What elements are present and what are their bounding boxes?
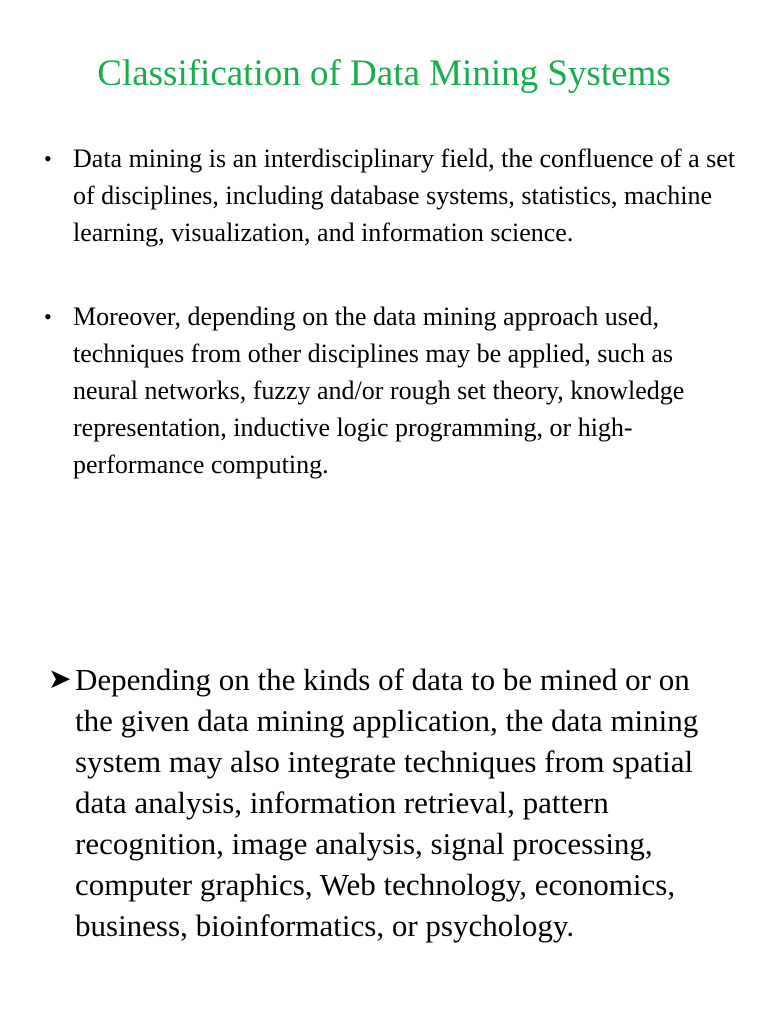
bullet-dot-icon: • bbox=[44, 304, 52, 329]
arrow-point-text: Depending on the kinds of data to be mined or on the given data mining application, the data mining system may also integrate techniques from spatial data analysis, information retrieval, pattern recognition, image analysis, signal processing, computer graphics, Web technology, economics, business, bioinformatics, or psychology. bbox=[75, 662, 699, 943]
bullet-text: Moreover, depending on the data mining approach used, techniques from other disciplines may be applied, such as neural networks, fuzzy and/or rough set theory, knowledge representation, inductive logic programming, or high-performance computing. bbox=[73, 302, 685, 479]
slide-title: Classification of Data Mining Systems bbox=[97, 53, 671, 94]
bullet-list bbox=[44, 140, 744, 483]
arrow-point-item bbox=[48, 659, 728, 946]
bullet-dot-icon: • bbox=[44, 146, 52, 171]
bullet-item bbox=[44, 140, 744, 251]
bullet-text: Data mining is an interdisciplinary field, the confluence of a set of disciplines, including database systems, statistics, machine learning, visualization, and information science. bbox=[73, 144, 736, 247]
bullet-item bbox=[44, 298, 744, 483]
arrow-right-icon: ➤ bbox=[48, 664, 72, 695]
arrow-point-block bbox=[48, 659, 728, 946]
